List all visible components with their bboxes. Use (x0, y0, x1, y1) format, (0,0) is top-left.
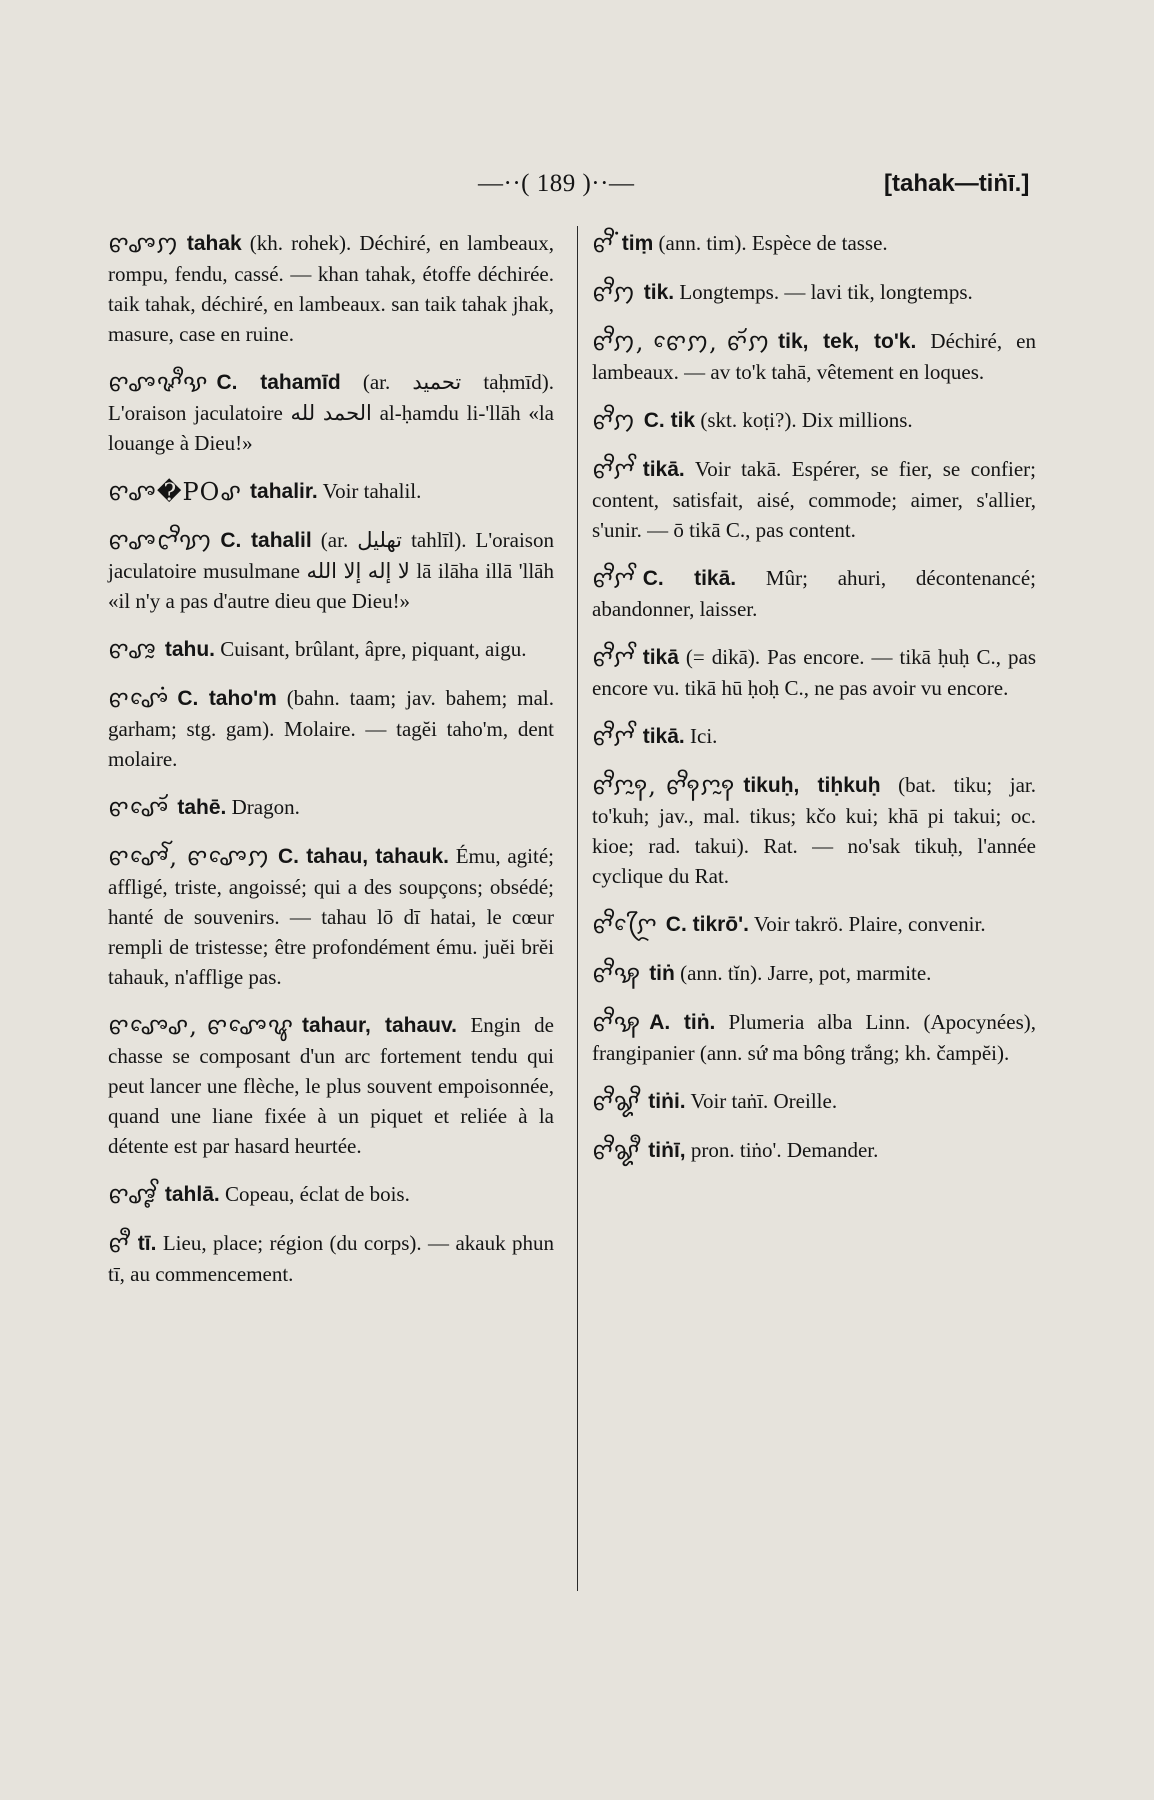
cham-script-glyphs: ꨓꨪꩀ (592, 279, 636, 307)
dictionary-entry (592, 1086, 1036, 1117)
page-number: —··( 189 )··— (478, 170, 635, 197)
definition: Voir takā. Espérer, se fier, se confier; content, satisfait, aisé, commode; aimer, s'allier, s'unir. — ō tikā C., pas content. (592, 457, 1036, 542)
headword: tiṅi. (648, 1090, 686, 1113)
headword: tik. (643, 281, 675, 304)
headword: tiṅī, (648, 1139, 686, 1162)
cham-script-glyphs: ꨓꨪꩌ (592, 230, 614, 258)
running-head: [tahak—tiṅī.] (884, 170, 1030, 197)
headword: C. taho'm (177, 687, 277, 710)
headword: tiṃ (621, 232, 654, 255)
cham-script-glyphs: ꨓꨨꨯꨱ, ꨓꨨꨯꩀ (108, 843, 270, 871)
dictionary-entry (108, 634, 554, 665)
cham-script-glyphs: ꨓꨨꨤꨪꩈ (108, 527, 213, 555)
dictionary-entry (592, 642, 1036, 703)
dictionary-entry (108, 1228, 554, 1289)
definition: (bahn. taam; jav. bahem; mal. garham; stg. gam). Molaire. — tagĕi taho'm, dent molaire. (108, 686, 554, 771)
headword: tahē. (177, 796, 227, 819)
headword: tiṅ (649, 962, 675, 985)
left-column (108, 228, 554, 1307)
headword: tikuḥ, tiḥkuḥ (743, 774, 881, 797)
definition: Plumeria alba Linn. (Apocynées), frangipanier (ann. sứ ma bông trắng; kh. čampĕi). (592, 1010, 1036, 1065)
cham-script-glyphs: ꨓꨪꩂ (592, 1009, 642, 1037)
headword: tahaur, tahauv. (301, 1014, 457, 1037)
definition: (skt. koṭi?). Dix millions. (695, 408, 913, 432)
definition: Voir tahalil. (317, 479, 422, 503)
headword: C. tahalil (220, 529, 312, 552)
headword: tik, tek, to'k. (778, 330, 917, 353)
cham-script-glyphs: ꨓꨪꨆꨭꩍ, ꨓꨪꩍꨆꨭꩍ (592, 772, 736, 800)
cham-script-glyphs: ꨓꨪꩀ, ꨓꨯꩀ, ꨓꨮꩀ (592, 328, 771, 356)
headword: A. tiṅ. (649, 1011, 716, 1034)
cham-script-glyphs: ꨓꨪꨆꨩ (592, 565, 635, 593)
dictionary-entry (108, 792, 554, 823)
definition: (ann. tim). Espèce de tasse. (653, 231, 888, 255)
cham-script-glyphs: ꨓꨪꩂ (592, 960, 642, 988)
dictionary-entry (592, 909, 1036, 940)
dictionary-entry (108, 683, 554, 774)
page-header (0, 168, 1154, 208)
dictionary-entry (108, 1010, 554, 1161)
definition: Engin de chasse se composant d'un arc fortement tendu qui peut lancer une flèche, le plus souvent empoisonnée, quand une liane fixée à un piquet et reliée à la détente est par hasard heurtée. (108, 1013, 554, 1158)
definition: (ar. تهليل tahlīl). L'oraison jaculatoire musulmane لا إله إلا الله lā ilāha illā 'llāh «il n'y a pas d'autre dieu que Dieu!» (108, 528, 554, 613)
cham-script-glyphs: ꨓꨨꨭ (108, 636, 157, 664)
definition: Dragon. (226, 795, 300, 819)
headword: tahalir. (250, 480, 318, 503)
cham-script-glyphs: ꨓꨨ�POꨣ (108, 478, 243, 506)
definition: Cuisant, brûlant, âpre, piquant, aigu. (215, 637, 527, 661)
definition: Ici. (684, 724, 718, 748)
headword: C. tik (643, 409, 696, 432)
column-divider (577, 226, 578, 1591)
dictionary-entry (108, 367, 554, 458)
dictionary-entry (592, 228, 1036, 259)
dictionary-entry (592, 1135, 1036, 1166)
headword: tahak (186, 232, 242, 255)
dictionary-entry (108, 525, 554, 616)
dictionary-entry (592, 405, 1036, 436)
headword: C. tahau, tahauk. (277, 845, 449, 868)
headword: tikā (642, 646, 679, 669)
definition: Copeau, éclat de bois. (219, 1182, 410, 1206)
cham-script-glyphs: ꨓꨪꨘꨪ (592, 1088, 641, 1116)
cham-script-glyphs: ꨓꨨꨟꨫꨕ (108, 369, 209, 397)
definition: Mûr; ahuri, décontenancé; abandonner, laisser. (592, 566, 1036, 621)
dictionary-entry (592, 770, 1036, 891)
definition: (ar. تحميد taḥmīd). L'oraison jaculatoire الحمد لله al-ḥamdu li-'llāh «la louange à Dieu!» (108, 370, 554, 455)
cham-script-glyphs: ꨓꨨꨯꨮ (108, 794, 170, 822)
cham-script-glyphs: ꨓꨪꨆꨩ (592, 456, 635, 484)
definition: pron. tiṅo'. Demander. (685, 1138, 879, 1162)
dictionary-entry (592, 326, 1036, 387)
headword: tahu. (164, 638, 216, 661)
headword: tikā. (642, 725, 685, 748)
headword: C. tahamīd (216, 371, 341, 394)
cham-script-glyphs: ꨓꨪꨆꨩ (592, 723, 635, 751)
cham-script-glyphs: ꨓꨨꩀ (108, 230, 179, 258)
definition: Déchiré, en lambeaux. — av to'k tahā, vêtement en loques. (592, 329, 1036, 384)
dictionary-entry (592, 1007, 1036, 1068)
dictionary-entry (592, 721, 1036, 752)
dictionary-entry (592, 958, 1036, 989)
dictionary-entry (592, 277, 1036, 308)
definition: (ann. tĭn). Jarre, pot, marmite. (674, 961, 932, 985)
headword: tahlā. (164, 1183, 220, 1206)
headword: tikā. (642, 458, 685, 481)
cham-script-glyphs: ꨓꨪꨆꨴꨯ (592, 911, 658, 939)
dictionary-entry (592, 454, 1036, 545)
definition: Ému, agité; affligé, triste, angoissé; qui a des soupçons; obsédé; hanté de souvenirs. — tahau lō dī hatai, le cœur rempli de tristesse; être profondément ému. juĕi brĕi tahauk, n'afflige pas. (108, 844, 554, 989)
definition: (= dikā). Pas encore. — tikā ḥuḥ C., pas encore vu. tikā hū ḥoḥ C., ne pas avoir vu encore. (592, 645, 1036, 700)
definition: Longtemps. — lavi tik, longtemps. (674, 280, 973, 304)
headword: C. tikrō'. (665, 913, 749, 936)
headword: C. tikā. (642, 567, 737, 590)
right-column (592, 228, 1036, 1184)
headword: tī. (137, 1232, 157, 1255)
cham-script-glyphs: ꨓꨪꨆꨩ (592, 644, 635, 672)
cham-script-glyphs: ꨓꨨꨯꨣ, ꨓꨨꨯꨥ (108, 1012, 294, 1040)
definition: Voir takrö. Plaire, convenir. (748, 912, 986, 936)
dictionary-entry (108, 1179, 554, 1210)
cham-script-glyphs: ꨓꨪꨘꨫ (592, 1137, 641, 1165)
dictionary-entry (592, 563, 1036, 624)
definition: (bat. tiku; jar. to'kuh; jav., mal. tikus; kčo kui; khā pi takui; oc. kioe; rad. takui). Rat. — no'sak tikuḥ, l'année cyclique du Rat. (592, 773, 1036, 888)
cham-script-glyphs: ꨓꨨꨯꩌ (108, 685, 170, 713)
dictionary-entry (108, 841, 554, 992)
dictionary-entry (108, 476, 554, 507)
definition: Voir taṅī. Oreille. (685, 1089, 838, 1113)
dictionary-entry (108, 228, 554, 349)
cham-script-glyphs: ꨓꨫ (108, 1230, 130, 1258)
definition: (kh. rohek). Déchiré, en lambeaux, rompu, fendu, cassé. — khan tahak, étoffe déchirée. taik tahak, déchiré, en lambeaux. san taik tahak jhak, masure, case en ruine. (108, 231, 554, 346)
cham-script-glyphs: ꨓꨪꩀ (592, 407, 636, 435)
definition: Lieu, place; région (du corps). — akauk phun tī, au commencement. (108, 1231, 554, 1286)
cham-script-glyphs: ꨓꨨꨵꨩ (108, 1181, 157, 1209)
